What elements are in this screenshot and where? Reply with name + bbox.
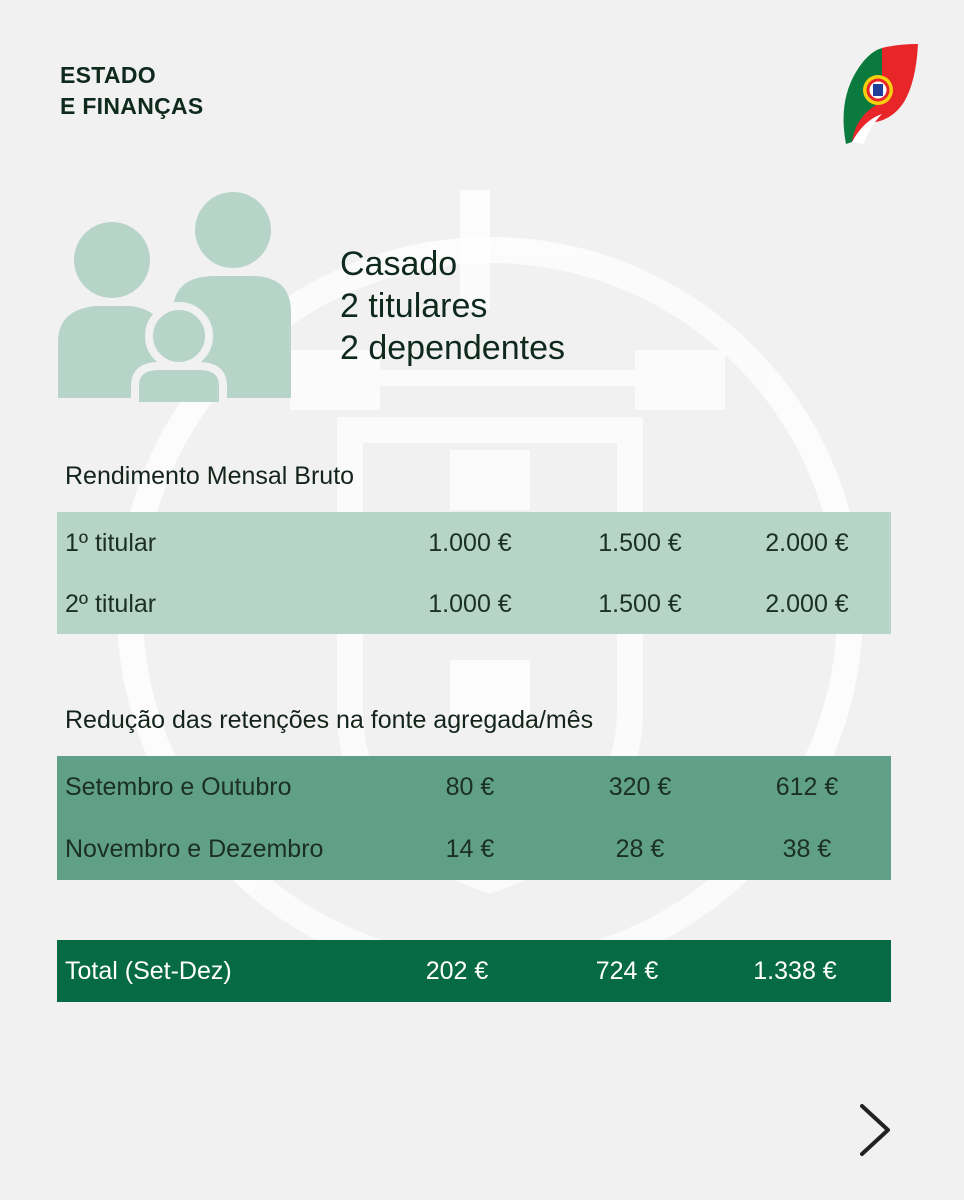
brand-title — [60, 60, 204, 122]
brand-line-1: ESTADO — [60, 62, 156, 88]
income-table — [57, 512, 891, 634]
dependents-count: 2 dependentes — [340, 329, 565, 367]
value-cell: 80 € — [445, 773, 495, 801]
table-row — [57, 512, 891, 573]
table-row — [57, 756, 891, 818]
reduction-section-title: Redução das retenções na fonte agregada/mês — [65, 706, 594, 734]
table-row — [57, 818, 891, 880]
row-label: Setembro e Outubro — [65, 773, 292, 801]
value-cell: 1.000 € — [428, 529, 512, 557]
value-cell: 14 € — [445, 835, 495, 863]
total-row — [57, 940, 891, 1002]
value-cell: 28 € — [615, 835, 665, 863]
total-table — [57, 940, 891, 1002]
total-value-cell: 724 € — [595, 957, 659, 985]
total-value-cell: 1.338 € — [753, 957, 837, 985]
value-cell: 320 € — [608, 773, 672, 801]
brand-line-2: E FINANÇAS — [60, 93, 204, 119]
value-cell: 38 € — [782, 835, 832, 863]
value-cell: 1.000 € — [428, 590, 512, 618]
income-section-title: Rendimento Mensal Bruto — [65, 462, 355, 490]
table-row — [57, 573, 891, 634]
value-cell: 1.500 € — [598, 529, 682, 557]
value-cell: 612 € — [775, 773, 839, 801]
row-label: Novembro e Dezembro — [65, 835, 324, 863]
chevron-right-icon[interactable] — [852, 1102, 898, 1158]
family-people-icon — [55, 192, 295, 402]
portugal-government-logo-icon — [842, 42, 920, 146]
value-cell: 2.000 € — [765, 529, 849, 557]
total-value-cell: 202 € — [425, 957, 489, 985]
household-profile — [340, 243, 565, 369]
total-label: Total (Set-Dez) — [65, 957, 232, 985]
reduction-table — [57, 756, 891, 880]
row-label: 1º titular — [65, 529, 157, 557]
value-cell: 2.000 € — [765, 590, 849, 618]
marital-status: Casado — [340, 245, 458, 283]
row-label: 2º titular — [65, 590, 157, 618]
value-cell: 1.500 € — [598, 590, 682, 618]
holders-count: 2 titulares — [340, 287, 488, 325]
